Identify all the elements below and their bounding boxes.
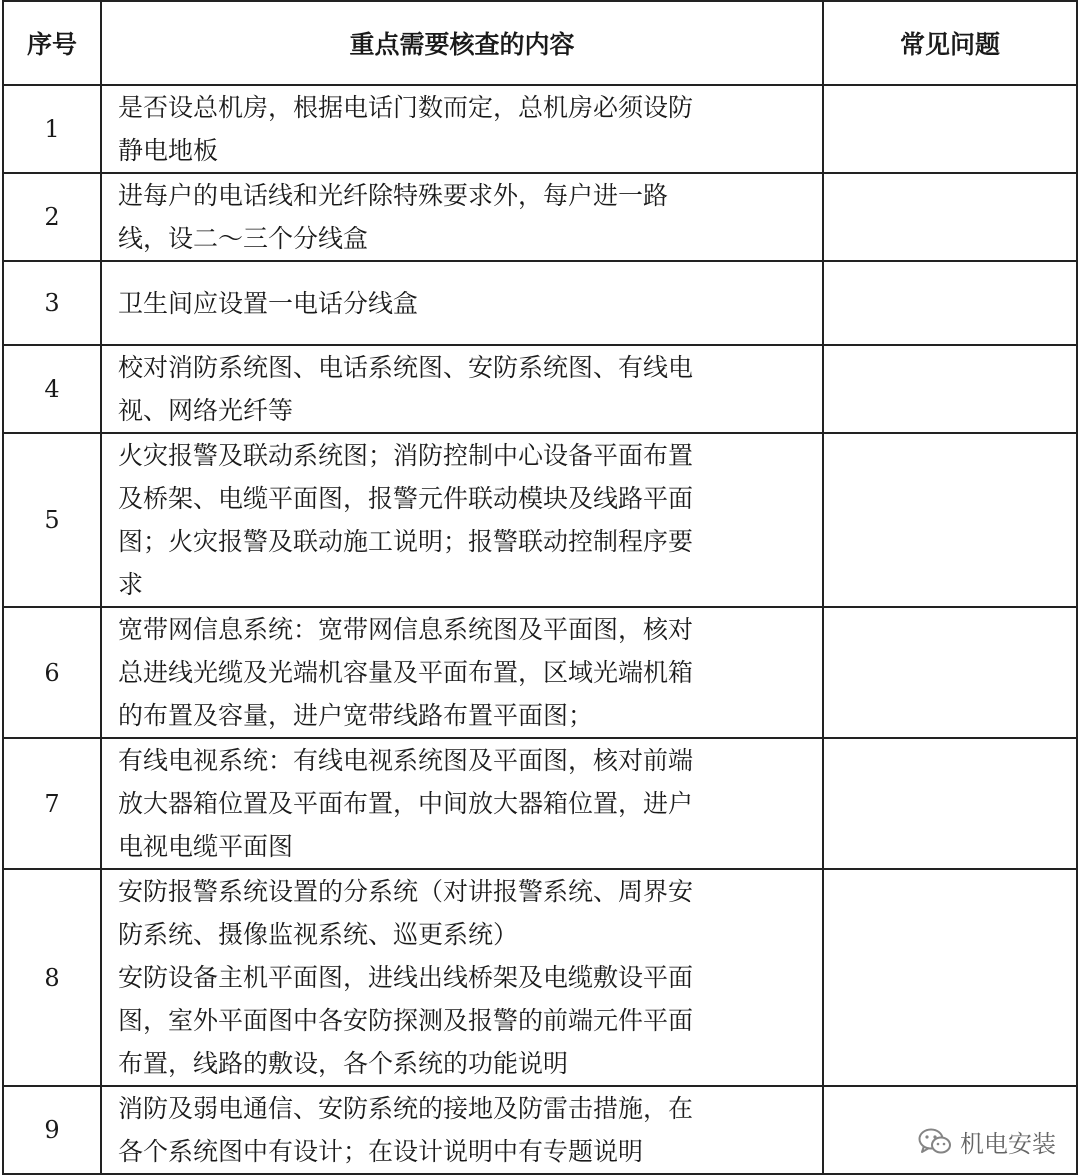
table-row — [3, 869, 1077, 1086]
table-row — [3, 345, 1077, 433]
review-table — [2, 0, 1078, 1175]
table-row — [3, 1086, 1077, 1174]
watermark-text: 机电安装 — [960, 1130, 1056, 1158]
table-row — [3, 433, 1077, 607]
wechat-icon — [918, 1127, 952, 1157]
row-issue — [823, 345, 1077, 433]
row-issue — [823, 85, 1077, 173]
header-content: 重点需要核查的内容 — [101, 1, 823, 85]
row-content: 安防报警系统设置的分系统（对讲报警系统、周界安 防系统、摄像监视系统、巡更系统） 安防设备主机平面图，进线出线桥架及电缆敷设平面 图，室外平面图中各安防探测及报警的前端元件平面 布置，线路的敷设，各个系统的功能说明 — [101, 869, 823, 1086]
row-num: 9 — [3, 1086, 101, 1174]
row-issue — [823, 738, 1077, 869]
row-issue — [823, 1086, 1077, 1174]
row-num: 2 — [3, 173, 101, 261]
table-row — [3, 173, 1077, 261]
table-row — [3, 607, 1077, 738]
row-content: 火灾报警及联动系统图；消防控制中心设备平面布置 及桥架、电缆平面图，报警元件联动模块及线路平面 图；火灾报警及联动施工说明；报警联动控制程序要 求 — [101, 433, 823, 607]
row-num: 8 — [3, 869, 101, 1086]
row-num: 4 — [3, 345, 101, 433]
table-row — [3, 738, 1077, 869]
header-num: 序号 — [3, 1, 101, 85]
row-issue — [823, 607, 1077, 738]
row-issue — [823, 433, 1077, 607]
row-content: 有线电视系统：有线电视系统图及平面图，核对前端 放大器箱位置及平面布置，中间放大器箱位置，进户 电视电缆平面图 — [101, 738, 823, 869]
row-content: 宽带网信息系统：宽带网信息系统图及平面图，核对 总进线光缆及光端机容量及平面布置，区域光端机箱 的布置及容量，进户宽带线路布置平面图； — [101, 607, 823, 738]
row-issue — [823, 261, 1077, 345]
row-issue — [823, 173, 1077, 261]
row-content: 卫生间应设置一电话分线盒 — [101, 261, 823, 345]
row-content: 校对消防系统图、电话系统图、安防系统图、有线电 视、网络光纤等 — [101, 345, 823, 433]
row-num: 7 — [3, 738, 101, 869]
row-content: 是否设总机房，根据电话门数而定，总机房必须设防 静电地板 — [101, 85, 823, 173]
table-header-row — [3, 1, 1077, 85]
watermark — [918, 1124, 1056, 1159]
row-num: 6 — [3, 607, 101, 738]
row-num: 5 — [3, 433, 101, 607]
row-issue — [823, 869, 1077, 1086]
table-row — [3, 261, 1077, 345]
header-issue: 常见问题 — [823, 1, 1077, 85]
row-content: 进每户的电话线和光纤除特殊要求外，每户进一路 线，设二～三个分线盒 — [101, 173, 823, 261]
row-content: 消防及弱电通信、安防系统的接地及防雷击措施，在 各个系统图中有设计；在设计说明中有专题说明 — [101, 1086, 823, 1174]
table-row — [3, 85, 1077, 173]
row-num: 3 — [3, 261, 101, 345]
row-num: 1 — [3, 85, 101, 173]
